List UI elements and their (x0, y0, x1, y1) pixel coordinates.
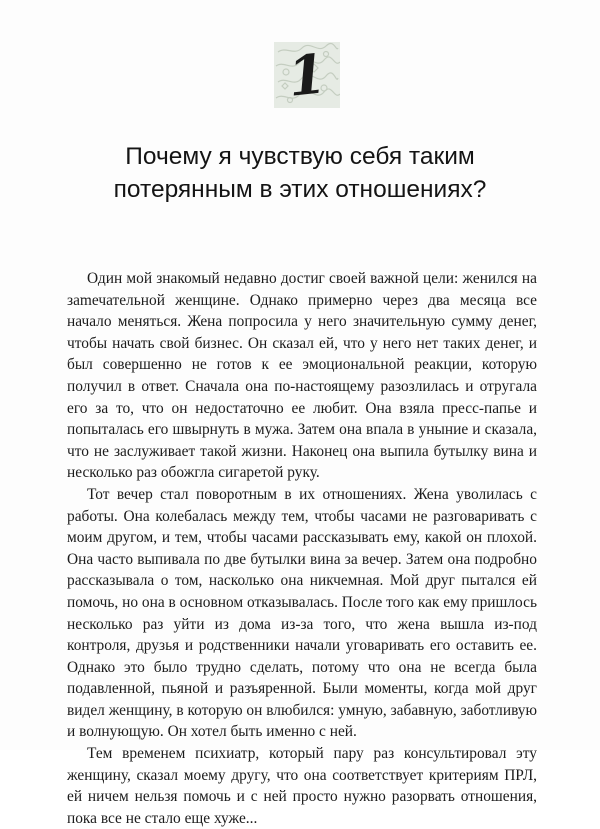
chapter-number: 1 (284, 41, 330, 109)
paragraph: Один мой знакомый недавно достиг своей важной цели: женился на заmечательной женщине. Однако примерно через два месяца все начало меняться. Жена попросила у него значительную сумму денег, чтобы начать свой бизнес. Он сказал ей, что у него нет таких денег, и был совершенно не готов к ее эмоциональной реакции, которую получил в ответ. Сначала она по-настоящему разозлилась и отругала его за то, что он недостаточно ее любит. Она взяла пресс-папье и попыталась его швырнуть в мужа. Затем она впала в уныние и сказала, что не заслуживает такой жизни. Наконец она выпила бутылку вина и несколько раз обожгла сигаретой руку. (67, 270, 537, 482)
chapter-title-line-2: потерянным в этих отношениях? (113, 176, 487, 203)
chapter-number-badge (274, 42, 340, 108)
paragraph: Тем временем психиатр, который пару раз консультировал эту женщину, сказал моему другу, что она соответствует критериям ПРЛ, ей ничем нельзя помочь и с ней просто нужно разорвать отношения, пока все не стало еще хуже... (67, 745, 537, 827)
chapter-title-line-1: Почему я чувствую себя таким (125, 143, 475, 170)
chapter-title (40, 140, 560, 206)
paragraph: Тот вечер стал поворотным в их отношениях. Жена уволилась с работы. Она колебалась между тем, чтобы часами не разговаривать с моим другом, и тем, чтобы часами рассказывать ему, какой он плохой. Она часто выпивала по две бутылки вина за вечер. Затем она подробно рассказывала о том, насколько она никчемная. Мой друг пытался ей помочь, но она в основном отказывалась. После того как ему пришлось несколько раз уйти из дома из-за того, что жена вышла из-под контроля, друзья и родственники начали уговаривать его оставить ее. Однако это было трудно сделать, потому что она не всегда была подавленной, пьяной и разъяренной. Были моменты, когда мой друг видел женщину, в которую он влюбился: умную, забавную, заботливую и волнующую. Он хотел быть именно с ней. (67, 485, 537, 741)
chapter-body (67, 268, 537, 829)
